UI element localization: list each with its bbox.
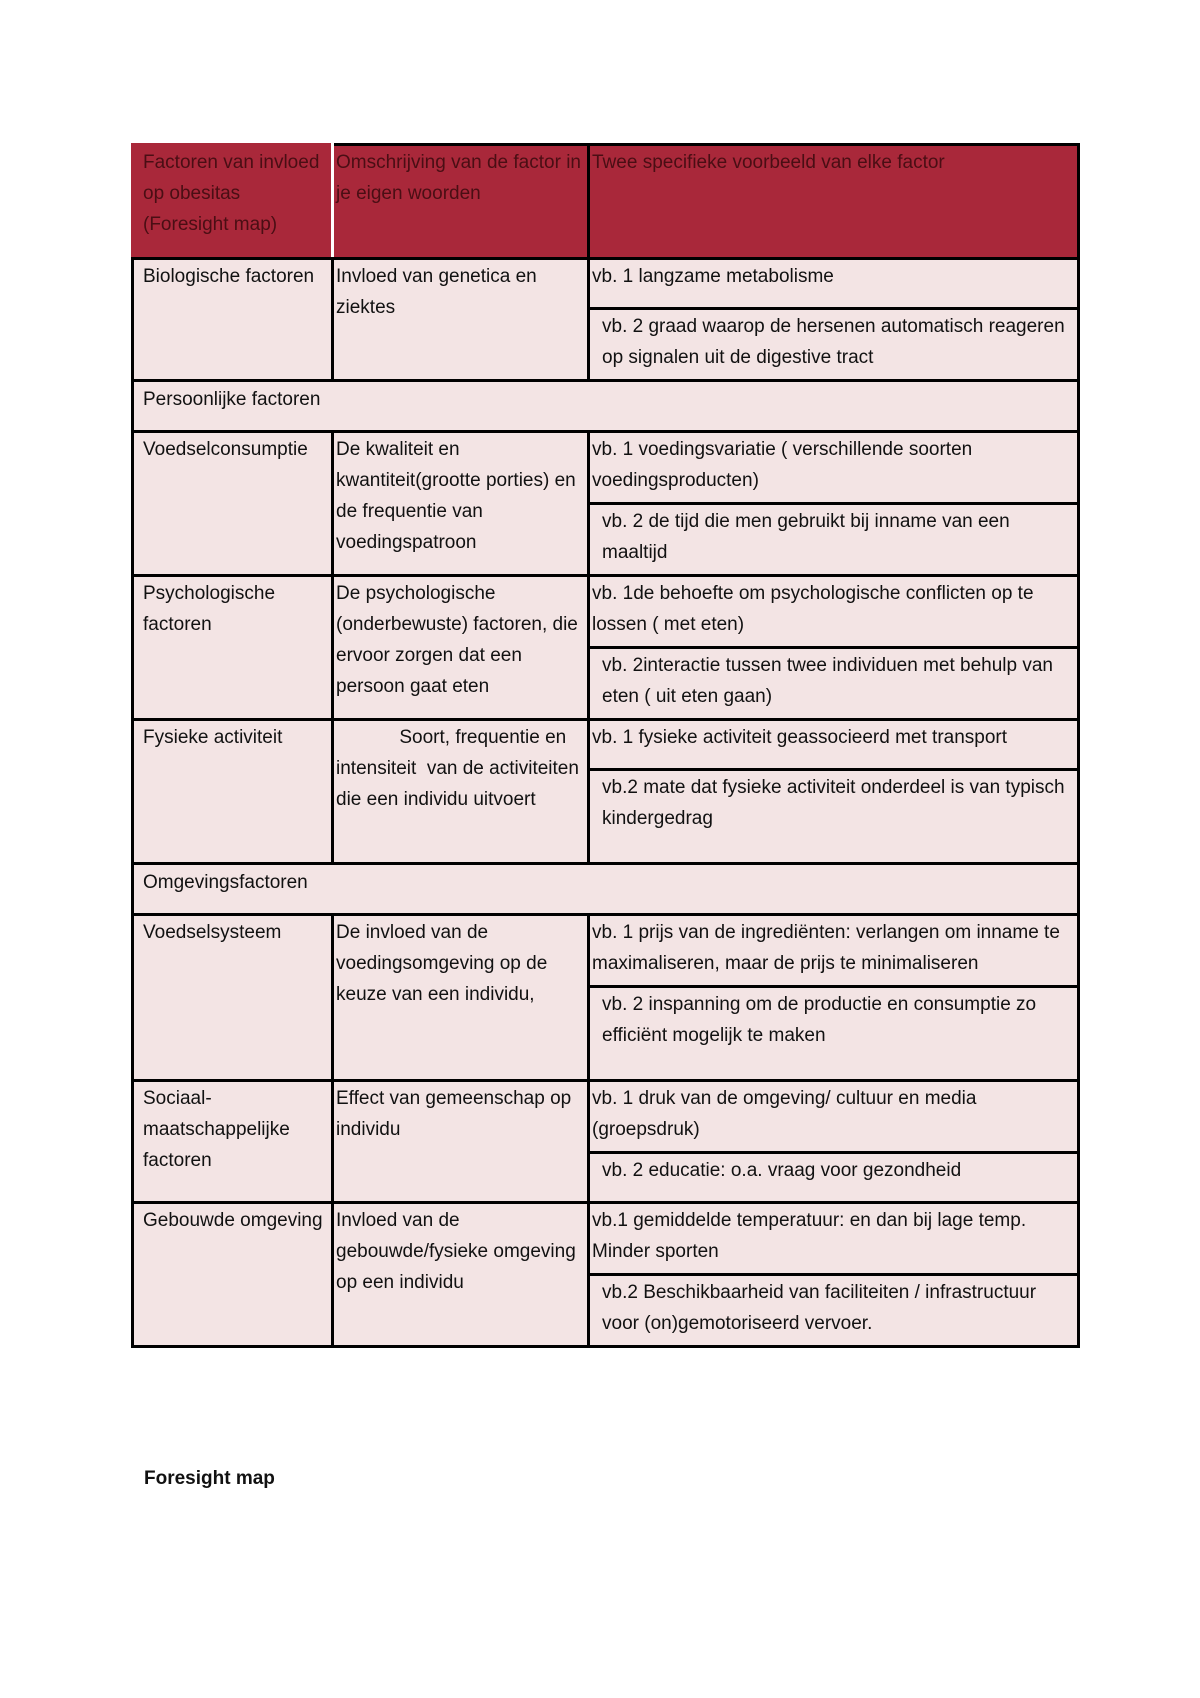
table-row bbox=[133, 1203, 1079, 1275]
example-2-cell: vb. 2 inspanning om de productie en consumptie zo efficiënt mogelijk te maken bbox=[589, 987, 1079, 1081]
header-description-cell: Omschrijving van de factor in je eigen woorden bbox=[333, 145, 589, 259]
example-1-cell: vb. 1 prijs van de ingrediënten: verlangen om inname te maximaliseren, maar de prijs te minimaliseren bbox=[589, 915, 1079, 987]
factor-description-cell: De invloed van de voedingsomgeving op de keuze van een individu, bbox=[333, 915, 589, 1081]
table-row bbox=[133, 432, 1079, 504]
table-row bbox=[133, 915, 1079, 987]
factor-description-cell: De psychologische (onderbewuste) factoren, die ervoor zorgen dat een persoon gaat eten bbox=[333, 576, 589, 720]
example-2-cell: vb.2 mate dat fysieke activiteit onderdeel is van typisch kindergedrag bbox=[589, 770, 1079, 864]
section-heading-personal: Persoonlijke factoren bbox=[133, 381, 1079, 432]
example-1-cell: vb. 1 voedingsvariatie ( verschillende soorten voedingsproducten) bbox=[589, 432, 1079, 504]
factor-name-cell: Gebouwde omgeving bbox=[133, 1203, 333, 1347]
table-row bbox=[133, 1081, 1079, 1153]
example-1-cell: vb. 1 langzame metabolisme bbox=[589, 259, 1079, 309]
section-row bbox=[133, 864, 1079, 915]
table-row bbox=[133, 259, 1079, 309]
factor-name-cell: Voedselconsumptie bbox=[133, 432, 333, 576]
example-1-cell: vb. 1de behoefte om psychologische conflicten op te lossen ( met eten) bbox=[589, 576, 1079, 648]
section-heading-environmental: Omgevingsfactoren bbox=[133, 864, 1079, 915]
example-2-cell: vb. 2 graad waarop de hersenen automatisch reageren op signalen uit de digestive tract bbox=[589, 309, 1079, 381]
section-row bbox=[133, 381, 1079, 432]
factor-description-cell: Invloed van genetica en ziektes bbox=[333, 259, 589, 381]
example-2-cell: vb. 2 educatie: o.a. vraag voor gezondheid bbox=[589, 1153, 1079, 1203]
factor-name-cell: Voedselsysteem bbox=[133, 915, 333, 1081]
table-row bbox=[133, 720, 1079, 770]
factor-description-cell: De kwaliteit en kwantiteit(grootte porties) en de frequentie van voedingspatroon bbox=[333, 432, 589, 576]
example-1-cell: vb. 1 druk van de omgeving/ cultuur en media (groepsdruk) bbox=[589, 1081, 1079, 1153]
table-header-row bbox=[133, 145, 1079, 259]
example-1-cell: vb. 1 fysieke activiteit geassocieerd met transport bbox=[589, 720, 1079, 770]
factor-name-cell: Fysieke activiteit bbox=[133, 720, 333, 864]
obesity-factors-table bbox=[131, 143, 1080, 1348]
footer-heading: Foresight map bbox=[144, 1468, 275, 1489]
factor-name-cell: Sociaal-maatschappelijke factoren bbox=[133, 1081, 333, 1203]
header-factor-cell: Factoren van invloed op obesitas (Foresight map) bbox=[133, 145, 333, 259]
header-examples-cell: Twee specifieke voorbeeld van elke factor bbox=[589, 145, 1079, 259]
factor-name-cell: Biologische factoren bbox=[133, 259, 333, 381]
example-2-cell: vb. 2 de tijd die men gebruikt bij inname van een maaltijd bbox=[589, 504, 1079, 576]
factor-description-cell: Effect van gemeenschap op individu bbox=[333, 1081, 589, 1203]
example-2-cell: vb. 2interactie tussen twee individuen met behulp van eten ( uit eten gaan) bbox=[589, 648, 1079, 720]
factor-description-cell: Invloed van de gebouwde/fysieke omgeving op een individu bbox=[333, 1203, 589, 1347]
factor-description-cell: Soort, frequentie en intensiteit van de activiteiten die een individu uitvoert bbox=[333, 720, 589, 864]
example-1-cell: vb.1 gemiddelde temperatuur: en dan bij lage temp. Minder sporten bbox=[589, 1203, 1079, 1275]
factor-name-cell: Psychologische factoren bbox=[133, 576, 333, 720]
table-row bbox=[133, 576, 1079, 648]
example-2-cell: vb.2 Beschikbaarheid van faciliteiten / infrastructuur voor (on)gemotoriseerd vervoer. bbox=[589, 1275, 1079, 1347]
